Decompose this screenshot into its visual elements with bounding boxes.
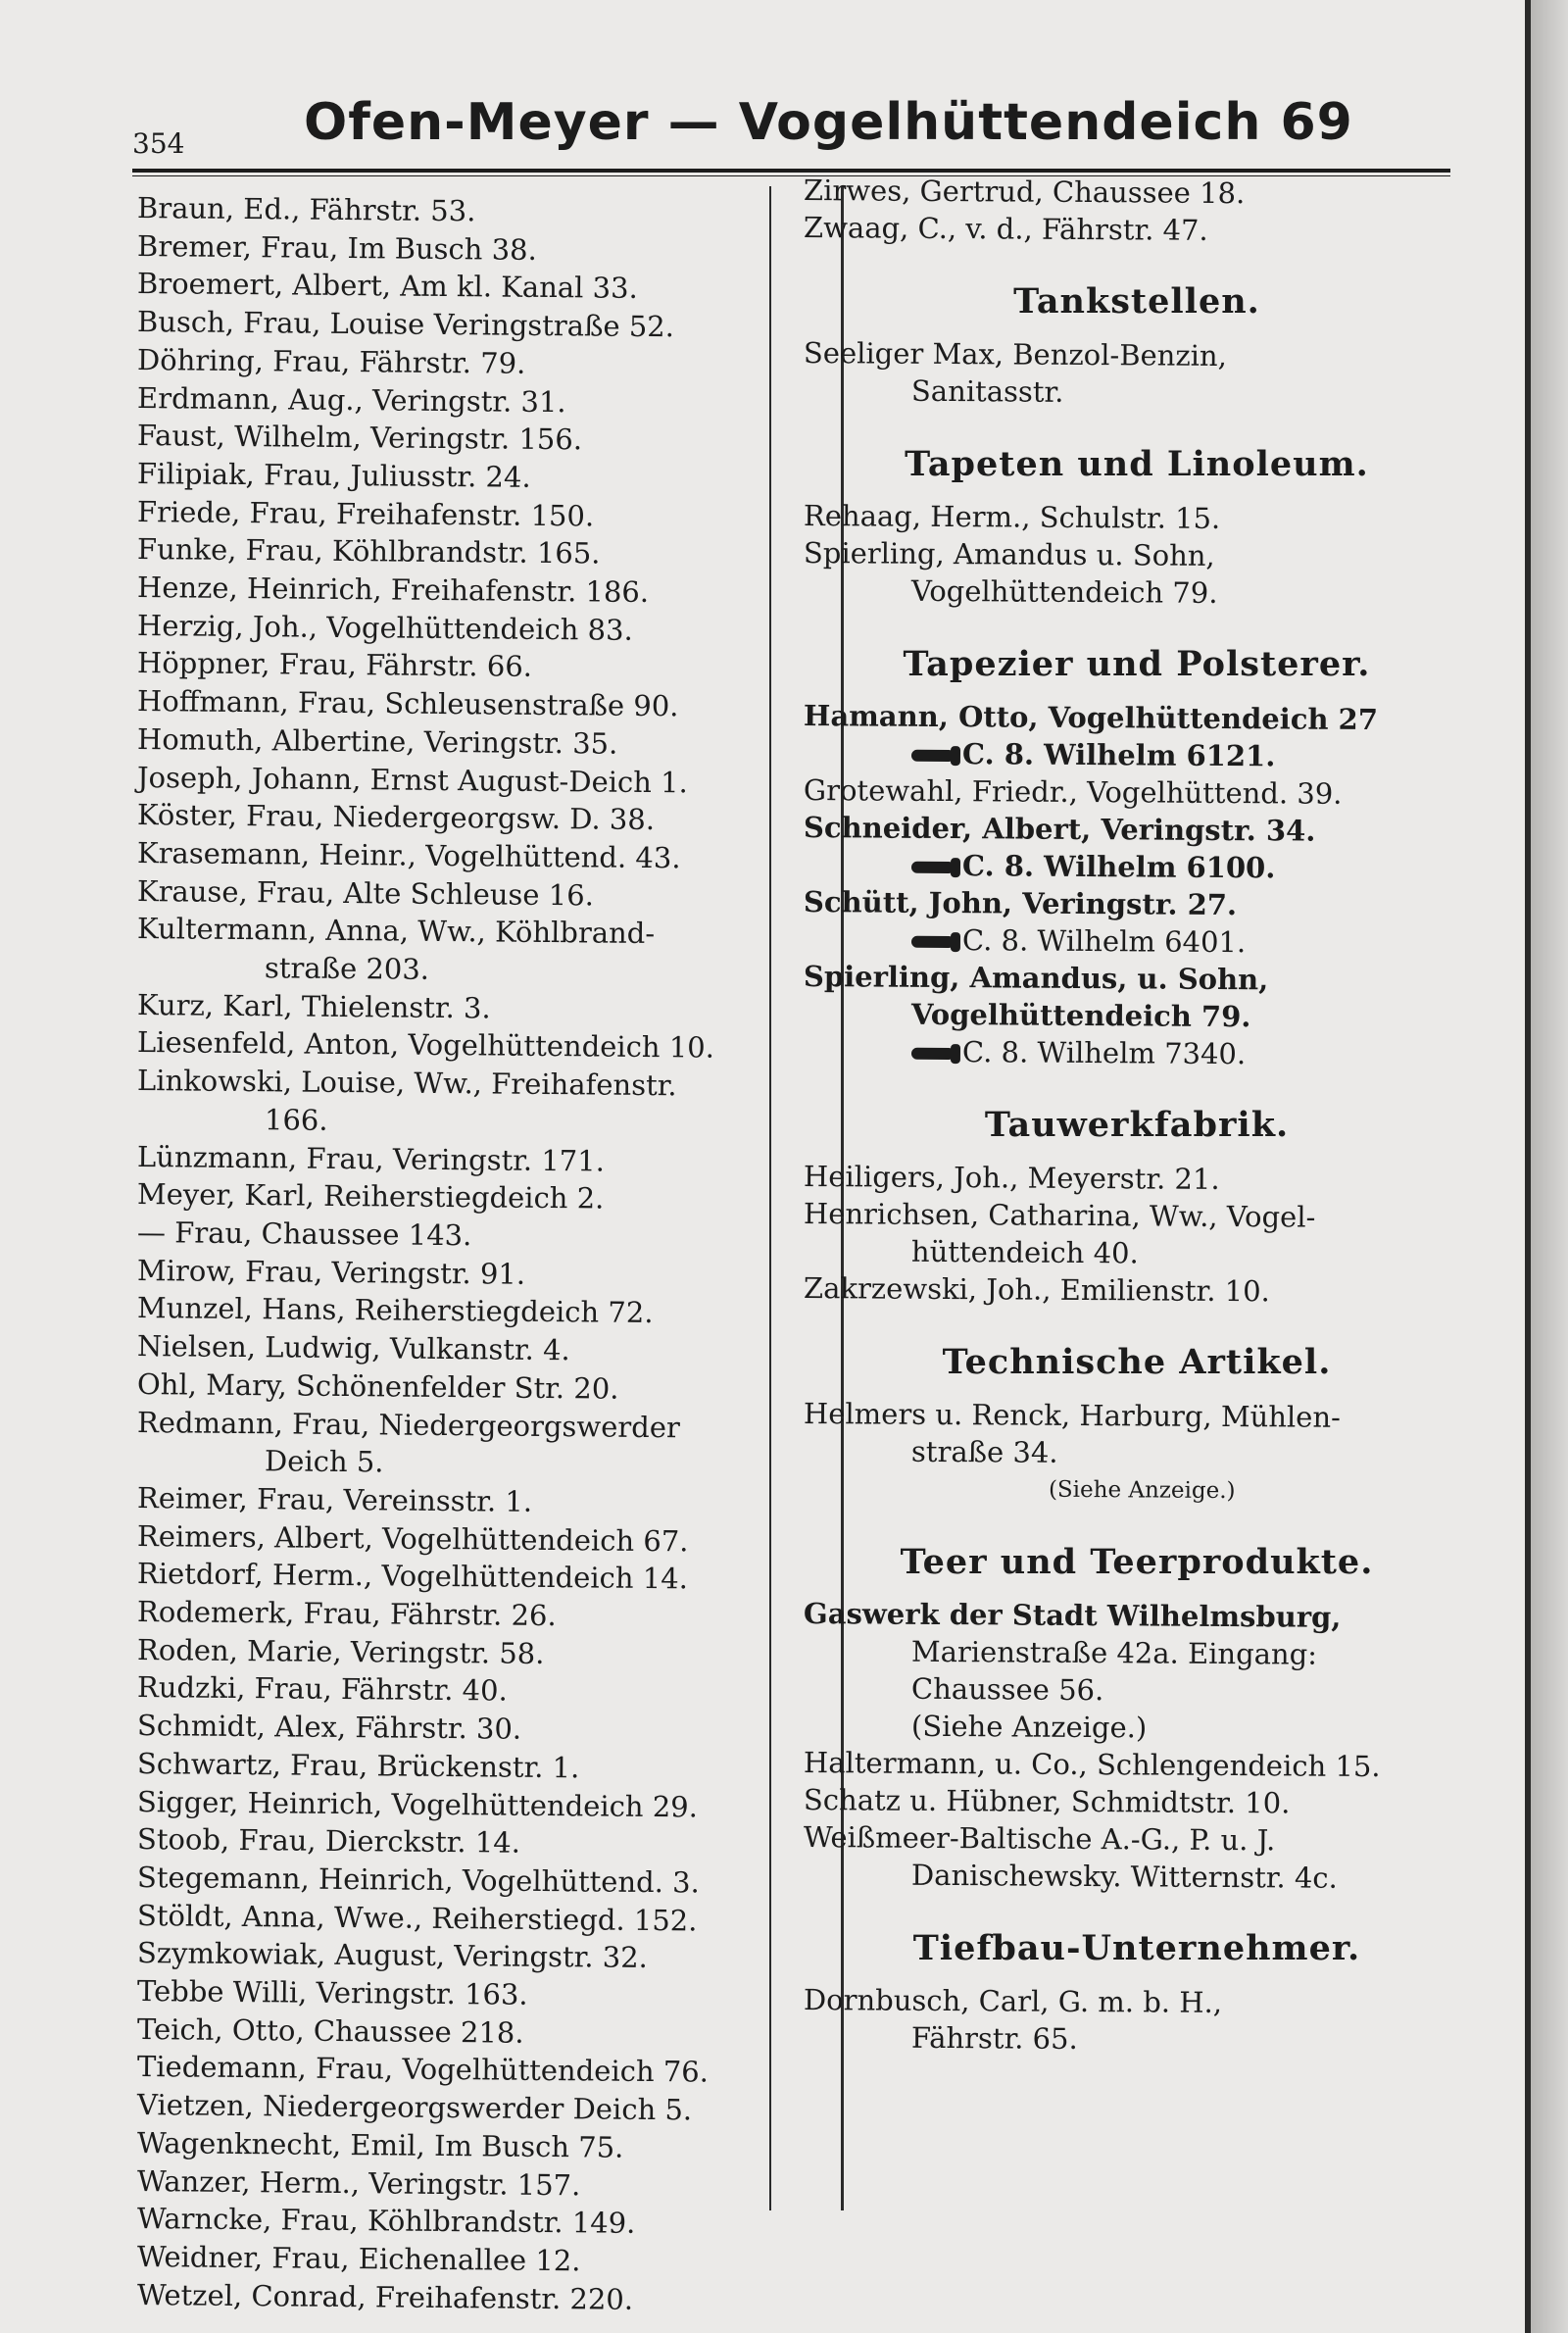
phone-line bbox=[804, 920, 1470, 963]
telephone-icon bbox=[911, 936, 955, 948]
list-item: Schwartz, Frau, Brückenstr. 1. bbox=[136, 1746, 580, 1785]
section-heading-tauwerk: Tauwerkfabrik. bbox=[984, 1105, 1290, 1145]
list-item: Herzig, Joh., Vogelhüttendeich 83. bbox=[136, 608, 633, 647]
list-item: Warncke, Frau, Köhlbrandstr. 149. bbox=[136, 2202, 636, 2241]
list-item-continuation: straße 34. bbox=[910, 1434, 1058, 1469]
list-item-continuation: Danischewsky. Witternstr. 4c. bbox=[910, 1858, 1338, 1895]
list-item: Busch, Frau, Louise Veringstraße 52. bbox=[136, 305, 675, 344]
list-item: Munzel, Hans, Reiherstiegdeich 72. bbox=[136, 1291, 654, 1330]
telephone-icon bbox=[911, 1048, 955, 1060]
list-item: Redmann, Frau, Niedergeorgswerder bbox=[136, 1405, 681, 1444]
list-item-continuation: Chaussee 56. bbox=[910, 1671, 1104, 1708]
list-item: Faust, Wilhelm, Veringstr. 156. bbox=[136, 419, 583, 457]
list-item: Schatz u. Hübner, Schmidtstr. 10. bbox=[803, 1783, 1291, 1820]
list-item: Szymkowiak, August, Veringstr. 32. bbox=[136, 1936, 649, 1975]
phone-number: C. 8. Wilhelm 6100. bbox=[961, 849, 1276, 885]
list-item: Stöldt, Anna, Wwe., Reiherstiegd. 152. bbox=[136, 1898, 698, 1938]
list-item: Stegemann, Heinrich, Vogelhüttend. 3. bbox=[136, 1860, 700, 1900]
list-item-continuation: hüttendeich 40. bbox=[910, 1234, 1139, 1270]
telephone-icon bbox=[911, 750, 955, 762]
phone-line bbox=[804, 734, 1470, 776]
list-item: Wetzel, Conrad, Freihafenstr. 220. bbox=[136, 2277, 634, 2316]
list-item: Rudzki, Frau, Fährstr. 40. bbox=[136, 1670, 508, 1709]
list-item-continuation: straße 203. bbox=[264, 951, 430, 986]
list-item: Spierling, Amandus, u. Sohn, bbox=[803, 960, 1269, 997]
section-heading-tiefbau: Tiefbau-Unternehmer. bbox=[912, 1928, 1361, 1968]
list-item: Rehaag, Herm., Schulstr. 15. bbox=[803, 499, 1221, 535]
advert-note: (Siehe Anzeige.) bbox=[1048, 1476, 1236, 1505]
advert-note: (Siehe Anzeige.) bbox=[910, 1709, 1148, 1745]
list-item-continuation: Vogelhüttendeich 79. bbox=[910, 997, 1251, 1034]
list-item: Roden, Marie, Veringstr. 58. bbox=[136, 1632, 545, 1670]
list-item: Hamann, Otto, Vogelhüttendeich 27 bbox=[803, 699, 1379, 737]
list-item: Liesenfeld, Anton, Vogelhüttendeich 10. bbox=[136, 1025, 715, 1066]
list-item: Braun, Ed., Fährstr. 53. bbox=[136, 191, 476, 228]
list-item: Wanzer, Herm., Veringstr. 157. bbox=[136, 2163, 581, 2202]
list-item: Gaswerk der Stadt Wilhelmsburg, bbox=[803, 1597, 1342, 1634]
list-item: Krause, Frau, Alte Schleuse 16. bbox=[136, 873, 595, 913]
list-item: Broemert, Albert, Am kl. Kanal 33. bbox=[136, 267, 638, 306]
list-item-continuation: Sanitasstr. bbox=[910, 373, 1064, 409]
list-item: Köster, Frau, Niedergeorgsw. D. 38. bbox=[136, 798, 656, 837]
list-item: Schütt, John, Veringstr. 27. bbox=[803, 885, 1238, 922]
list-item: Spierling, Amandus u. Sohn, bbox=[803, 536, 1215, 572]
list-item: Mirow, Frau, Veringstr. 91. bbox=[136, 1253, 526, 1291]
section-heading-tankstellen: Tankstellen. bbox=[1013, 281, 1260, 322]
list-item: Vietzen, Niedergeorgswerder Deich 5. bbox=[136, 2088, 693, 2127]
list-item: Grotewahl, Friedr., Vogelhüttend. 39. bbox=[803, 773, 1343, 811]
book-spine bbox=[1525, 0, 1568, 2333]
section-heading-tapezier: Tapezier und Polsterer. bbox=[903, 644, 1371, 684]
section-heading-tapeten: Tapeten und Linoleum. bbox=[905, 444, 1369, 484]
list-item: Dornbusch, Carl, G. m. b. H., bbox=[803, 1983, 1223, 2019]
running-head: Ofen-Meyer — Vogelhüttendeich 69 bbox=[304, 93, 1353, 152]
phone-number: C. 8. Wilhelm 6401. bbox=[961, 923, 1247, 960]
list-item: Linkowski, Louise, Ww., Freihafenstr. bbox=[136, 1064, 677, 1103]
list-item: Haltermann, u. Co., Schlengendeich 15. bbox=[803, 1746, 1381, 1784]
list-item: Rietdorf, Herm., Vogelhüttendeich 14. bbox=[136, 1557, 689, 1596]
list-item-continuation: Fährstr. 65. bbox=[910, 2020, 1078, 2056]
list-item: Lünzmann, Frau, Veringstr. 171. bbox=[136, 1139, 606, 1178]
page-number: 354 bbox=[132, 127, 185, 160]
list-item: Zwaag, C., v. d., Fährstr. 47. bbox=[803, 211, 1208, 247]
list-item: Weidner, Frau, Eichenallee 12. bbox=[136, 2239, 581, 2278]
list-item: Tebbe Willi, Veringstr. 163. bbox=[136, 1974, 528, 2011]
list-item-continuation: Marienstraße 42a. Eingang: bbox=[910, 1634, 1318, 1671]
phone-number: C. 8. Wilhelm 7340. bbox=[961, 1035, 1247, 1071]
list-item: Sigger, Heinrich, Vogelhüttendeich 29. bbox=[136, 1784, 699, 1824]
list-item: Helmers u. Renck, Harburg, Mühlen- bbox=[803, 1397, 1342, 1434]
list-item: Seeliger Max, Benzol-Benzin, bbox=[803, 336, 1227, 373]
list-item: Joseph, Johann, Ernst August-Deich 1. bbox=[136, 760, 688, 799]
list-item: Teich, Otto, Chaussee 218. bbox=[136, 2011, 524, 2050]
list-item: — Frau, Chaussee 143. bbox=[136, 1215, 472, 1253]
list-item: Döhring, Frau, Fährstr. 79. bbox=[136, 342, 526, 380]
list-item: Homuth, Albertine, Veringstr. 35. bbox=[136, 721, 618, 761]
list-item: Krasemann, Heinr., Vogelhüttend. 43. bbox=[136, 835, 681, 875]
list-item-continuation: Deich 5. bbox=[264, 1444, 384, 1479]
telephone-icon bbox=[911, 862, 955, 873]
list-item: Henrichsen, Catharina, Ww., Vogel- bbox=[803, 1197, 1316, 1234]
list-item: Wagenknecht, Emil, Im Busch 75. bbox=[136, 2125, 624, 2164]
list-item: Weißmeer-Baltische A.-G., P. u. J. bbox=[803, 1820, 1276, 1858]
list-item: Tiedemann, Frau, Vogelhüttendeich 76. bbox=[136, 2050, 710, 2090]
list-item: Friede, Frau, Freihafenstr. 150. bbox=[136, 494, 595, 533]
list-item-continuation: Vogelhüttendeich 79. bbox=[910, 573, 1218, 610]
section-heading-technische: Technische Artikel. bbox=[942, 1342, 1332, 1382]
phone-line bbox=[804, 846, 1470, 888]
list-item: Kultermann, Anna, Ww., Köhlbrand- bbox=[136, 912, 656, 951]
list-item: Bremer, Frau, Im Busch 38. bbox=[136, 228, 537, 267]
list-item: Funke, Frau, Köhlbrandstr. 165. bbox=[136, 532, 601, 571]
list-item: Filipiak, Frau, Juliusstr. 24. bbox=[136, 456, 531, 494]
list-item: Höppner, Frau, Fährstr. 66. bbox=[136, 646, 533, 684]
list-item: Kurz, Karl, Thielenstr. 3. bbox=[136, 987, 491, 1025]
list-item: Meyer, Karl, Reiherstiegdeich 2. bbox=[136, 1177, 605, 1216]
list-item: Zakrzewski, Joh., Emilienstr. 10. bbox=[803, 1271, 1270, 1309]
list-item: Reimer, Frau, Vereinsstr. 1. bbox=[136, 1480, 533, 1518]
list-item-continuation: 166. bbox=[264, 1103, 328, 1137]
list-item: Henze, Heinrich, Freihafenstr. 186. bbox=[136, 571, 650, 610]
list-item: Schneider, Albert, Veringstr. 34. bbox=[803, 811, 1316, 848]
phone-line bbox=[804, 1032, 1470, 1074]
list-item: Erdmann, Aug., Veringstr. 31. bbox=[136, 380, 566, 419]
phone-number: C. 8. Wilhelm 6121. bbox=[961, 737, 1276, 773]
list-item: Reimers, Albert, Vogelhüttendeich 67. bbox=[136, 1518, 689, 1559]
section-heading-teer: Teer und Teerprodukte. bbox=[900, 1542, 1374, 1582]
left-column-listing bbox=[136, 189, 813, 2316]
list-item: Ohl, Mary, Schönenfelder Str. 20. bbox=[136, 1366, 619, 1406]
list-item: Rodemerk, Frau, Fährstr. 26. bbox=[136, 1595, 557, 1633]
list-item: Heiligers, Joh., Meyerstr. 21. bbox=[803, 1160, 1220, 1196]
list-item: Stoob, Frau, Dierckstr. 14. bbox=[136, 1822, 521, 1860]
list-item: Nielsen, Ludwig, Vulkanstr. 4. bbox=[136, 1329, 570, 1367]
list-item: Schmidt, Alex, Fährstr. 30. bbox=[136, 1709, 522, 1746]
right-column-listing bbox=[804, 172, 1470, 2056]
list-item: Hoffmann, Frau, Schleusenstraße 90. bbox=[136, 684, 679, 723]
list-item: Zirwes, Gertrud, Chaussee 18. bbox=[803, 174, 1246, 211]
